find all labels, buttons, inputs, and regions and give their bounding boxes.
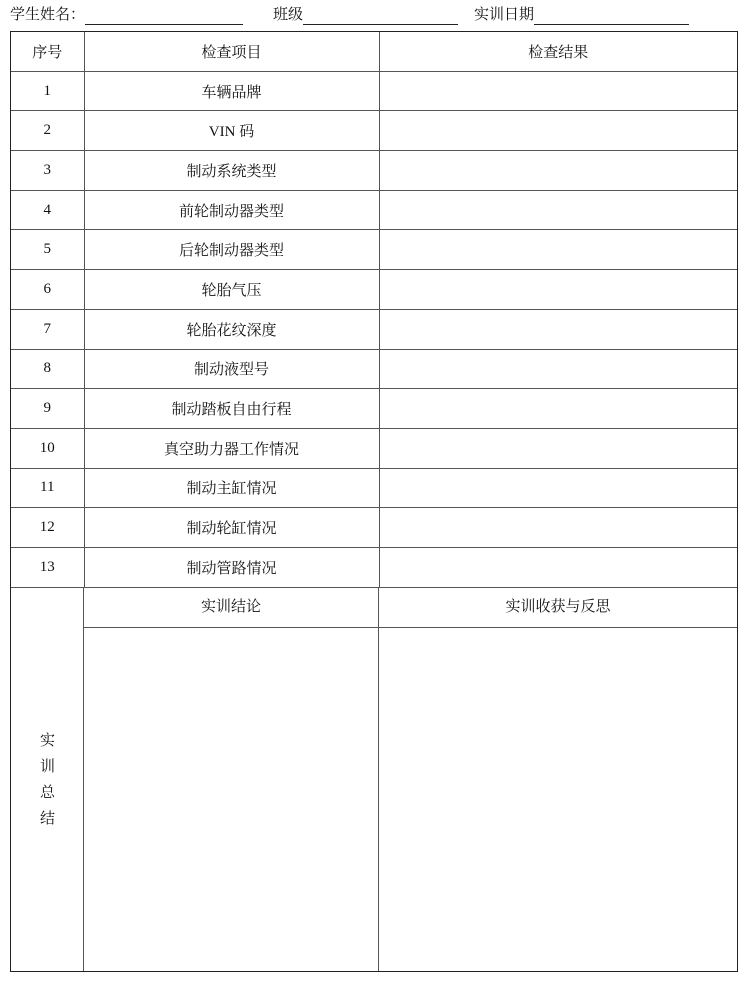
row-no: 13	[11, 547, 84, 587]
row-item: 后轮制动器类型	[84, 230, 379, 270]
table-header-row	[11, 32, 737, 71]
summary-label-column	[11, 588, 84, 971]
table-row	[11, 71, 737, 111]
row-item: 制动管路情况	[84, 547, 379, 587]
table-row	[11, 190, 737, 230]
row-no: 10	[11, 428, 84, 468]
conclusion-area[interactable]	[84, 628, 379, 971]
row-item: 制动踏板自由行程	[84, 389, 379, 429]
row-item: 车辆品牌	[84, 71, 379, 111]
summary-label-char: 实	[39, 733, 55, 749]
row-item: VIN 码	[84, 111, 379, 151]
reflection-heading: 实训收获与反思	[505, 599, 611, 615]
summary-vertical-label	[11, 728, 84, 832]
class-field[interactable]	[303, 8, 458, 25]
row-result[interactable]	[379, 270, 737, 310]
summary-headers	[84, 588, 737, 628]
summary-label-char: 总	[39, 785, 55, 801]
table-row	[11, 230, 737, 270]
student-name-label: 学生姓名：	[10, 7, 86, 23]
conclusion-heading: 实训结论	[84, 588, 379, 627]
checklist-sheet	[10, 31, 738, 972]
table-row	[11, 151, 737, 191]
table-row	[11, 389, 737, 429]
row-item: 真空助力器工作情况	[84, 428, 379, 468]
row-no: 12	[11, 508, 84, 548]
row-item: 制动轮缸情况	[84, 508, 379, 548]
row-result[interactable]	[379, 230, 737, 270]
row-result[interactable]	[379, 190, 737, 230]
row-result[interactable]	[379, 151, 737, 191]
row-result[interactable]	[379, 71, 737, 111]
row-result[interactable]	[379, 428, 737, 468]
row-no: 9	[11, 389, 84, 429]
table-row	[11, 309, 737, 349]
training-summary-section	[11, 587, 737, 971]
row-result[interactable]	[379, 547, 737, 587]
table-row	[11, 111, 737, 151]
inspection-table	[11, 32, 737, 588]
row-result[interactable]	[379, 309, 737, 349]
date-label: 实训日期	[474, 7, 535, 23]
header-result: 检查结果	[379, 32, 737, 71]
row-no: 5	[11, 230, 84, 270]
row-result[interactable]	[379, 468, 737, 508]
row-no: 6	[11, 270, 84, 310]
header-item: 检查项目	[84, 32, 379, 71]
row-result[interactable]	[379, 389, 737, 429]
row-no: 2	[11, 111, 84, 151]
row-no: 3	[11, 151, 84, 191]
table-row	[11, 349, 737, 389]
row-no: 7	[11, 309, 84, 349]
summary-bodies	[84, 628, 737, 971]
class-label: 班级	[273, 7, 304, 23]
row-no: 1	[11, 71, 84, 111]
row-result[interactable]	[379, 349, 737, 389]
row-no: 4	[11, 190, 84, 230]
row-no: 11	[11, 468, 84, 508]
table-row	[11, 468, 737, 508]
row-item: 制动液型号	[84, 349, 379, 389]
row-result[interactable]	[379, 111, 737, 151]
table-row	[11, 428, 737, 468]
table-row	[11, 547, 737, 587]
row-result[interactable]	[379, 508, 737, 548]
row-item: 轮胎气压	[84, 270, 379, 310]
row-item: 前轮制动器类型	[84, 190, 379, 230]
reflection-area[interactable]	[379, 628, 737, 971]
summary-label-char: 结	[39, 811, 55, 827]
header-no: 序号	[11, 32, 84, 71]
summary-label-char: 训	[39, 759, 55, 775]
date-field[interactable]	[534, 8, 689, 25]
row-item: 轮胎花纹深度	[84, 309, 379, 349]
table-row	[11, 270, 737, 310]
table-row	[11, 508, 737, 548]
row-no: 8	[11, 349, 84, 389]
row-item: 制动系统类型	[84, 151, 379, 191]
row-item: 制动主缸情况	[84, 468, 379, 508]
student-info-header	[10, 5, 738, 27]
student-name-field[interactable]	[85, 8, 243, 25]
